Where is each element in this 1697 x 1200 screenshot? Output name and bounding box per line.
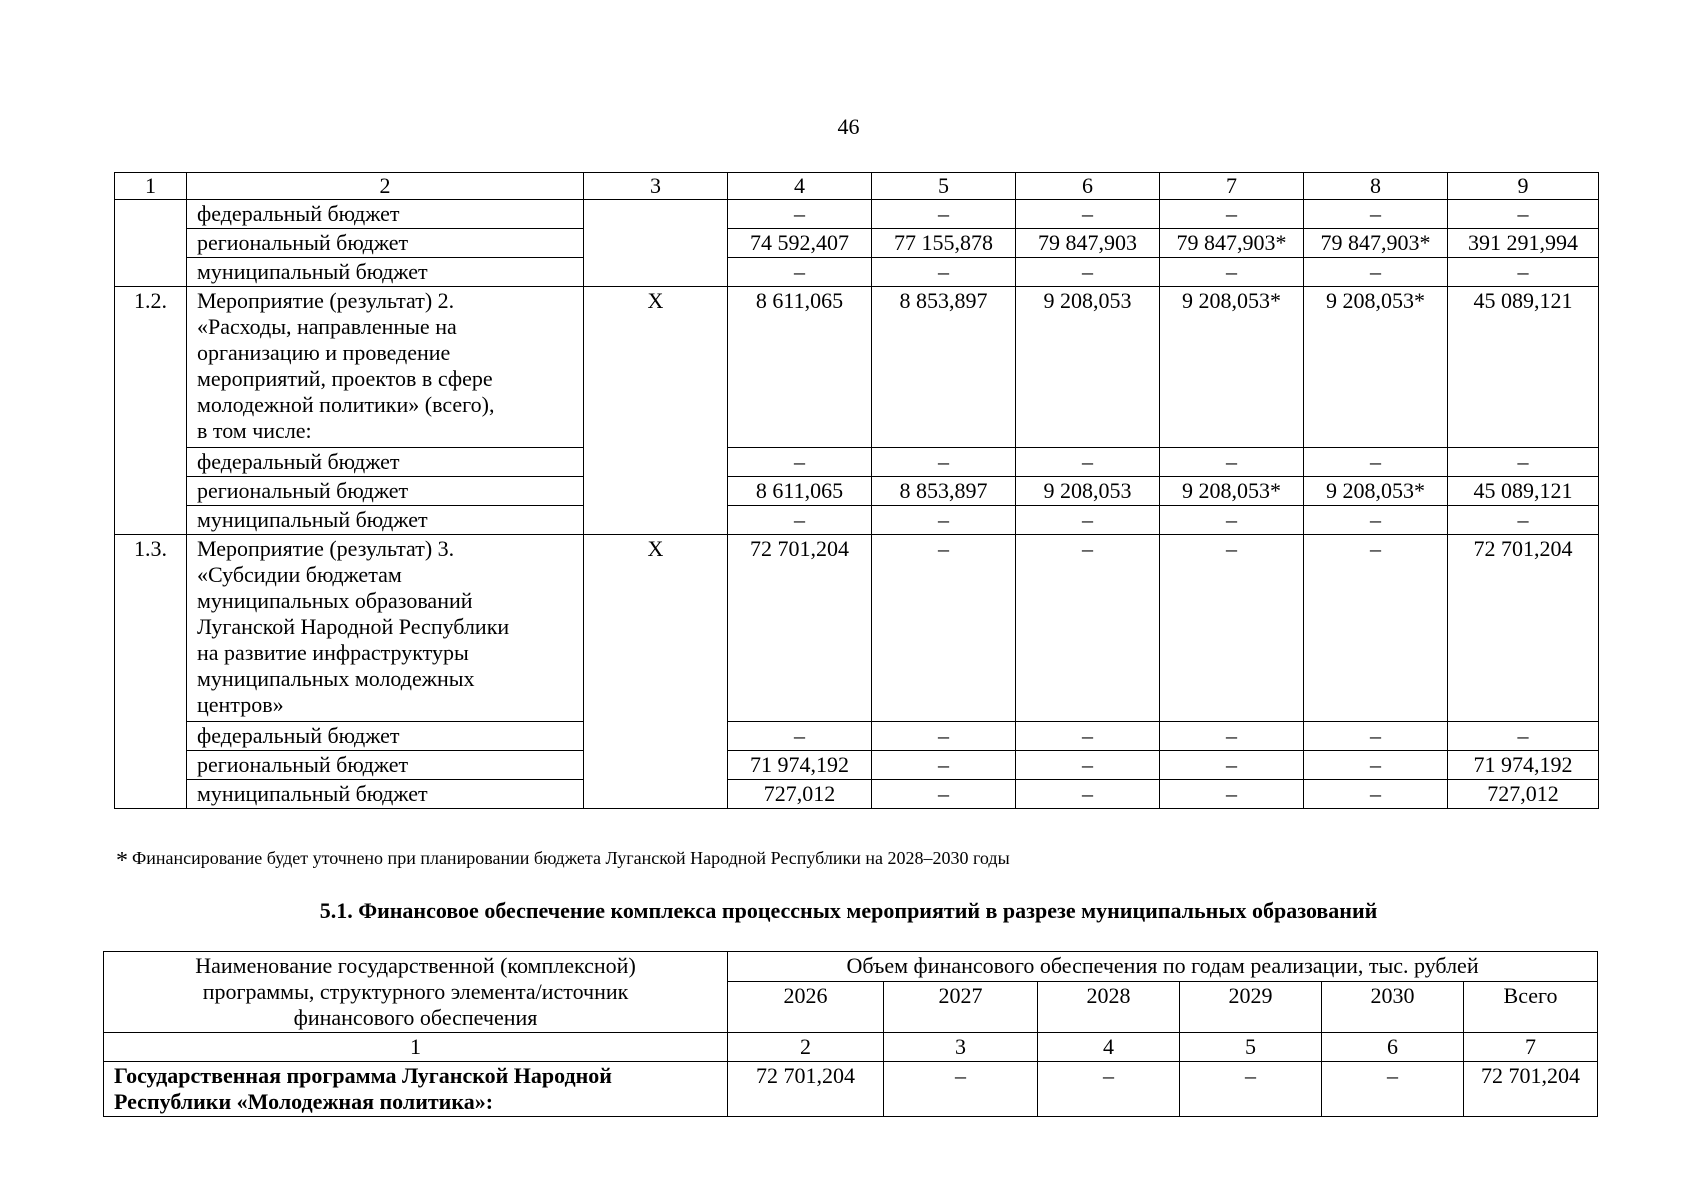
col-header-1: 1 bbox=[115, 173, 187, 200]
source-label: региональный бюджет bbox=[187, 229, 584, 258]
name-header-line: программы, структурного элемента/источник bbox=[202, 979, 629, 1004]
year-2026: 2026 bbox=[728, 982, 884, 1033]
value-cell: – bbox=[872, 258, 1016, 287]
value-cell: – bbox=[728, 722, 872, 751]
source-label: муниципальный бюджет bbox=[187, 780, 584, 809]
footnote bbox=[116, 848, 1010, 875]
col-header-3: 3 bbox=[584, 173, 728, 200]
value-cell: 74 592,407 bbox=[728, 229, 872, 258]
year-2028: 2028 bbox=[1038, 982, 1180, 1033]
value-cell: – bbox=[1016, 535, 1160, 722]
volume-header: Объем финансового обеспечения по годам реализации, тыс. рублей bbox=[728, 952, 1598, 982]
value-cell: – bbox=[1016, 506, 1160, 535]
col-number: 4 bbox=[1038, 1033, 1180, 1062]
source-label: федеральный бюджет bbox=[187, 200, 584, 229]
table-row bbox=[115, 751, 1599, 780]
col-number: 2 bbox=[728, 1033, 884, 1062]
value-cell: – bbox=[728, 448, 872, 477]
value-cell: – bbox=[728, 506, 872, 535]
value-cell: 79 847,903* bbox=[1304, 229, 1448, 258]
table-row bbox=[115, 780, 1599, 809]
col-header-8: 8 bbox=[1304, 173, 1448, 200]
col-number: 1 bbox=[104, 1033, 728, 1062]
header-row bbox=[104, 952, 1598, 982]
year-2030: 2030 bbox=[1322, 982, 1464, 1033]
value-cell: – bbox=[1160, 722, 1304, 751]
name-header-line: Наименование государственной (комплексной) bbox=[195, 953, 636, 978]
value-cell: – bbox=[872, 722, 1016, 751]
title-line: Мероприятие (результат) 3. bbox=[197, 536, 455, 561]
value-cell: – bbox=[1304, 535, 1448, 722]
value-cell: 9 208,053* bbox=[1304, 287, 1448, 448]
program-label-line: Государственная программа Луганской Народной bbox=[114, 1063, 612, 1088]
value-cell: – bbox=[1448, 448, 1599, 477]
title-line: «Расходы, направленные на bbox=[197, 314, 457, 339]
title-line: Мероприятие (результат) 2. bbox=[197, 288, 455, 313]
value-cell: 71 974,192 bbox=[728, 751, 872, 780]
value-cell: – bbox=[1160, 258, 1304, 287]
value-cell: – bbox=[1322, 1062, 1464, 1117]
value-cell: – bbox=[1016, 258, 1160, 287]
value-cell: – bbox=[872, 780, 1016, 809]
value-cell: – bbox=[1180, 1062, 1322, 1117]
value-cell: – bbox=[1304, 722, 1448, 751]
col-header-4: 4 bbox=[728, 173, 872, 200]
header-row bbox=[115, 173, 1599, 200]
table-row bbox=[115, 535, 1599, 722]
value-cell: – bbox=[1016, 780, 1160, 809]
title-line: организацию и проведение bbox=[197, 340, 451, 365]
activity-title bbox=[187, 287, 584, 448]
value-cell: 45 089,121 bbox=[1448, 287, 1599, 448]
value-cell: – bbox=[1038, 1062, 1180, 1117]
value-cell: – bbox=[1304, 780, 1448, 809]
col-header-5: 5 bbox=[872, 173, 1016, 200]
value-cell: – bbox=[1448, 722, 1599, 751]
table-row bbox=[115, 200, 1599, 229]
title-line: молодежной политики» (всего), bbox=[197, 392, 495, 417]
program-label-line: Республики «Молодежная политика»: bbox=[114, 1089, 494, 1114]
value-cell: – bbox=[872, 751, 1016, 780]
col-number: 5 bbox=[1180, 1033, 1322, 1062]
title-line: Луганской Народной Республики bbox=[197, 614, 510, 639]
value-cell: – bbox=[1448, 258, 1599, 287]
footnote-text: Финансирование будет уточнено при планировании бюджета Луганской Народной Республики на 2028–2030 годы bbox=[132, 848, 1010, 868]
title-line: муниципальных образований bbox=[197, 588, 473, 613]
value-cell: 9 208,053* bbox=[1160, 287, 1304, 448]
value-cell: 8 853,897 bbox=[872, 477, 1016, 506]
value-cell: – bbox=[1304, 200, 1448, 229]
source-label: региональный бюджет bbox=[187, 751, 584, 780]
source-label: федеральный бюджет bbox=[187, 722, 584, 751]
col-header-2: 2 bbox=[187, 173, 584, 200]
table-row bbox=[115, 287, 1599, 448]
value-cell: – bbox=[728, 258, 872, 287]
value-cell: – bbox=[1448, 200, 1599, 229]
year-total: Всего bbox=[1464, 982, 1598, 1033]
source-label: муниципальный бюджет bbox=[187, 258, 584, 287]
row-number: 1.2. bbox=[115, 287, 187, 535]
value-cell: 79 847,903* bbox=[1160, 229, 1304, 258]
title-line: муниципальных молодежных bbox=[197, 666, 475, 691]
col3-marker: Х bbox=[584, 535, 728, 809]
col-number-row bbox=[104, 1033, 1598, 1062]
title-line: «Субсидии бюджетам bbox=[197, 562, 402, 587]
value-cell: 72 701,204 bbox=[728, 1062, 884, 1117]
col-header-7: 7 bbox=[1160, 173, 1304, 200]
value-cell: 72 701,204 bbox=[1464, 1062, 1598, 1117]
value-cell: – bbox=[1448, 506, 1599, 535]
table-row bbox=[115, 477, 1599, 506]
value-cell: – bbox=[1016, 448, 1160, 477]
value-cell: – bbox=[728, 200, 872, 229]
table-row bbox=[115, 258, 1599, 287]
value-cell: 9 208,053 bbox=[1016, 477, 1160, 506]
value-cell: – bbox=[1304, 448, 1448, 477]
col-header-9: 9 bbox=[1448, 173, 1599, 200]
table-row bbox=[115, 229, 1599, 258]
table-row bbox=[115, 506, 1599, 535]
value-cell: – bbox=[1160, 506, 1304, 535]
col-header-6: 6 bbox=[1016, 173, 1160, 200]
value-cell: – bbox=[872, 506, 1016, 535]
value-cell: 79 847,903 bbox=[1016, 229, 1160, 258]
value-cell: – bbox=[1016, 751, 1160, 780]
name-header bbox=[104, 952, 728, 1033]
value-cell: – bbox=[1304, 751, 1448, 780]
name-header-line: финансового обеспечения bbox=[293, 1005, 538, 1030]
value-cell: – bbox=[872, 448, 1016, 477]
source-label: федеральный бюджет bbox=[187, 448, 584, 477]
value-cell: 9 208,053* bbox=[1304, 477, 1448, 506]
value-cell: 45 089,121 bbox=[1448, 477, 1599, 506]
col-number: 7 bbox=[1464, 1033, 1598, 1062]
value-cell: 72 701,204 bbox=[1448, 535, 1599, 722]
value-cell: 8 853,897 bbox=[872, 287, 1016, 448]
section-title: 5.1. Финансовое обеспечение комплекса процессных мероприятий в разрезе муниципальных образований bbox=[319, 898, 1378, 923]
col-number: 6 bbox=[1322, 1033, 1464, 1062]
value-cell: 8 611,065 bbox=[728, 287, 872, 448]
value-cell: – bbox=[1160, 751, 1304, 780]
title-line: центров» bbox=[197, 692, 284, 717]
value-cell: – bbox=[1016, 722, 1160, 751]
title-line: в том числе: bbox=[197, 418, 312, 443]
value-cell: 71 974,192 bbox=[1448, 751, 1599, 780]
program-row bbox=[104, 1062, 1598, 1117]
value-cell: 72 701,204 bbox=[728, 535, 872, 722]
empty-cell bbox=[584, 200, 728, 287]
title-line: на развитие инфраструктуры bbox=[197, 640, 469, 665]
program-label bbox=[104, 1062, 728, 1117]
row-number: 1.3. bbox=[115, 535, 187, 809]
value-cell: – bbox=[1304, 258, 1448, 287]
col3-marker: Х bbox=[584, 287, 728, 535]
value-cell: 391 291,994 bbox=[1448, 229, 1599, 258]
value-cell: 727,012 bbox=[728, 780, 872, 809]
value-cell: – bbox=[1304, 506, 1448, 535]
value-cell: 9 208,053 bbox=[1016, 287, 1160, 448]
year-2027: 2027 bbox=[884, 982, 1038, 1033]
value-cell: 727,012 bbox=[1448, 780, 1599, 809]
page-number: 46 bbox=[837, 114, 860, 139]
source-label: региональный бюджет bbox=[187, 477, 584, 506]
financing-table bbox=[114, 172, 1599, 809]
footnote-star: * bbox=[116, 848, 128, 874]
year-2029: 2029 bbox=[1180, 982, 1322, 1033]
table-row bbox=[115, 722, 1599, 751]
municipal-financing-table bbox=[103, 951, 1598, 1117]
value-cell: – bbox=[1016, 200, 1160, 229]
activity-title bbox=[187, 535, 584, 722]
value-cell: – bbox=[884, 1062, 1038, 1117]
source-label: муниципальный бюджет bbox=[187, 506, 584, 535]
value-cell: – bbox=[872, 200, 1016, 229]
value-cell: 9 208,053* bbox=[1160, 477, 1304, 506]
value-cell: 8 611,065 bbox=[728, 477, 872, 506]
value-cell: – bbox=[1160, 200, 1304, 229]
empty-cell bbox=[115, 200, 187, 287]
title-line: мероприятий, проектов в сфере bbox=[197, 366, 493, 391]
value-cell: – bbox=[1160, 780, 1304, 809]
table-row bbox=[115, 448, 1599, 477]
col-number: 3 bbox=[884, 1033, 1038, 1062]
value-cell: – bbox=[1160, 448, 1304, 477]
value-cell: 77 155,878 bbox=[872, 229, 1016, 258]
value-cell: – bbox=[1160, 535, 1304, 722]
value-cell: – bbox=[872, 535, 1016, 722]
